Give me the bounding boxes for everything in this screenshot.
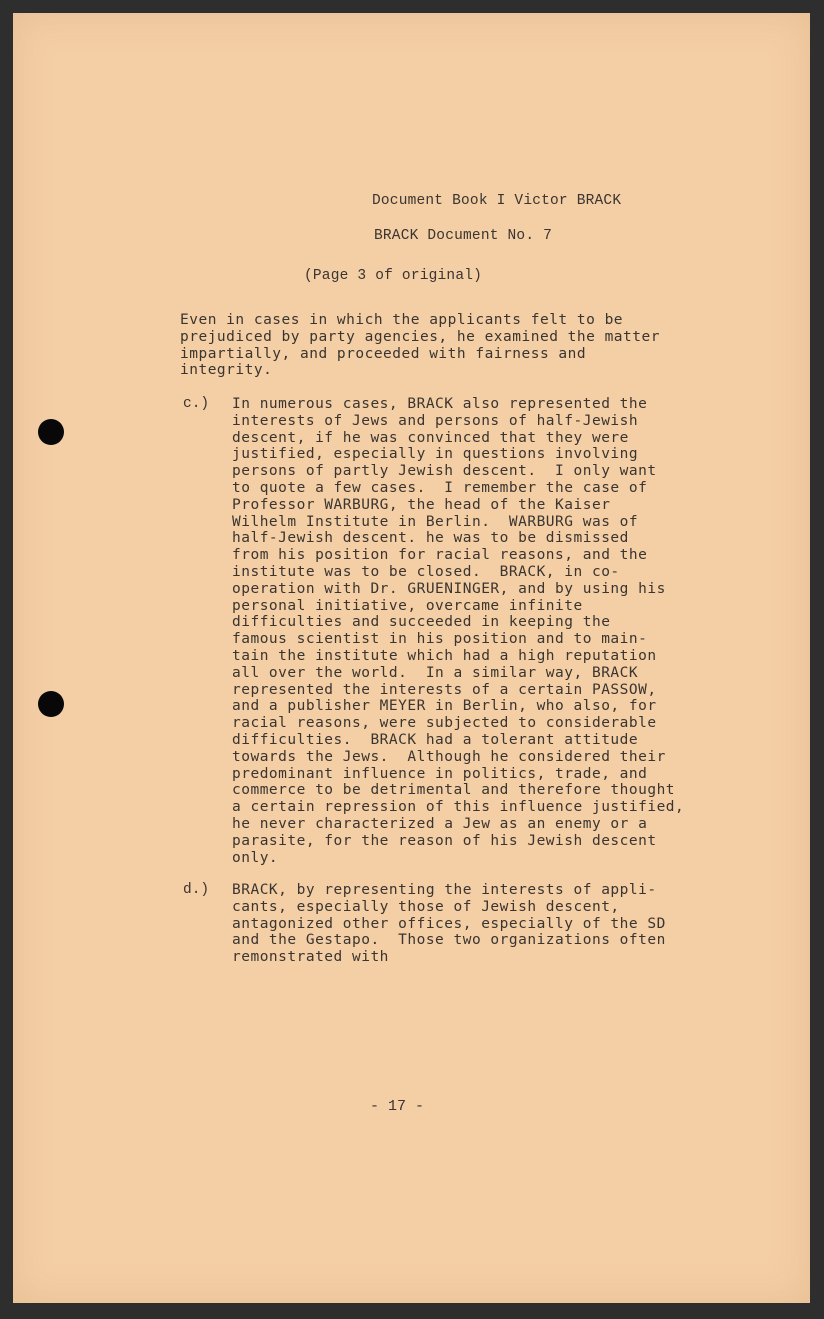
item-c-paragraph: In numerous cases, BRACK also represented the interests of Jews and persons of half-Jewish descent, if he was convinced that they were justified, especially in questions involving persons of partly Jewish descent. I only want to quote a few cases. I remember the case of Professor WARBURG, the head of the Kaiser Wilhelm Institute in Berlin. WARBURG was of half-Jewish descent. he was to be dismissed from his position for racial reasons, and the institute was to be closed. BRACK, in co- operation with Dr. GRUENINGER, and by using his personal initiative, overcame infinite difficulties and succeeded in keeping the famous scientist in his position and to main- tain the institute which had a high reputation all over the world. In a similar way, BRACK represented the interests of a certain PASSOW, and a publisher MEYER in Berlin, who also, for racial reasons, were subjected to considerable difficulties. BRACK had a tolerant attitude towards the Jews. Although he considered their predominant influence in politics, trade, and commerce to be detrimental and therefore thought a certain repression of this influence justified, he never characterized a Jew as an enemy or a parasite, for the reason of his Jewish descent only. [232,396,685,866]
intro-paragraph: Even in cases in which the applicants felt to be prejudiced by party agencies, he examined the matter impartially, and proceeded with fairness and integrity. [180,312,660,379]
document-page [13,13,810,1303]
item-d-marker: d.) [183,882,210,898]
page-reference: (Page 3 of original) [304,268,483,284]
item-c-marker: c.) [183,396,210,412]
punch-hole [38,691,64,717]
page-number: - 17 - [370,1098,425,1115]
item-d-paragraph: BRACK, by representing the interests of appli- cants, especially those of Jewish descent, antagonized other offices, especially of the SD and the Gestapo. Those two organizations often remonstrated with [232,882,666,966]
punch-hole [38,419,64,445]
document-book-title: Document Book I Victor BRACK [372,193,622,209]
document-number: BRACK Document No. 7 [374,228,553,244]
